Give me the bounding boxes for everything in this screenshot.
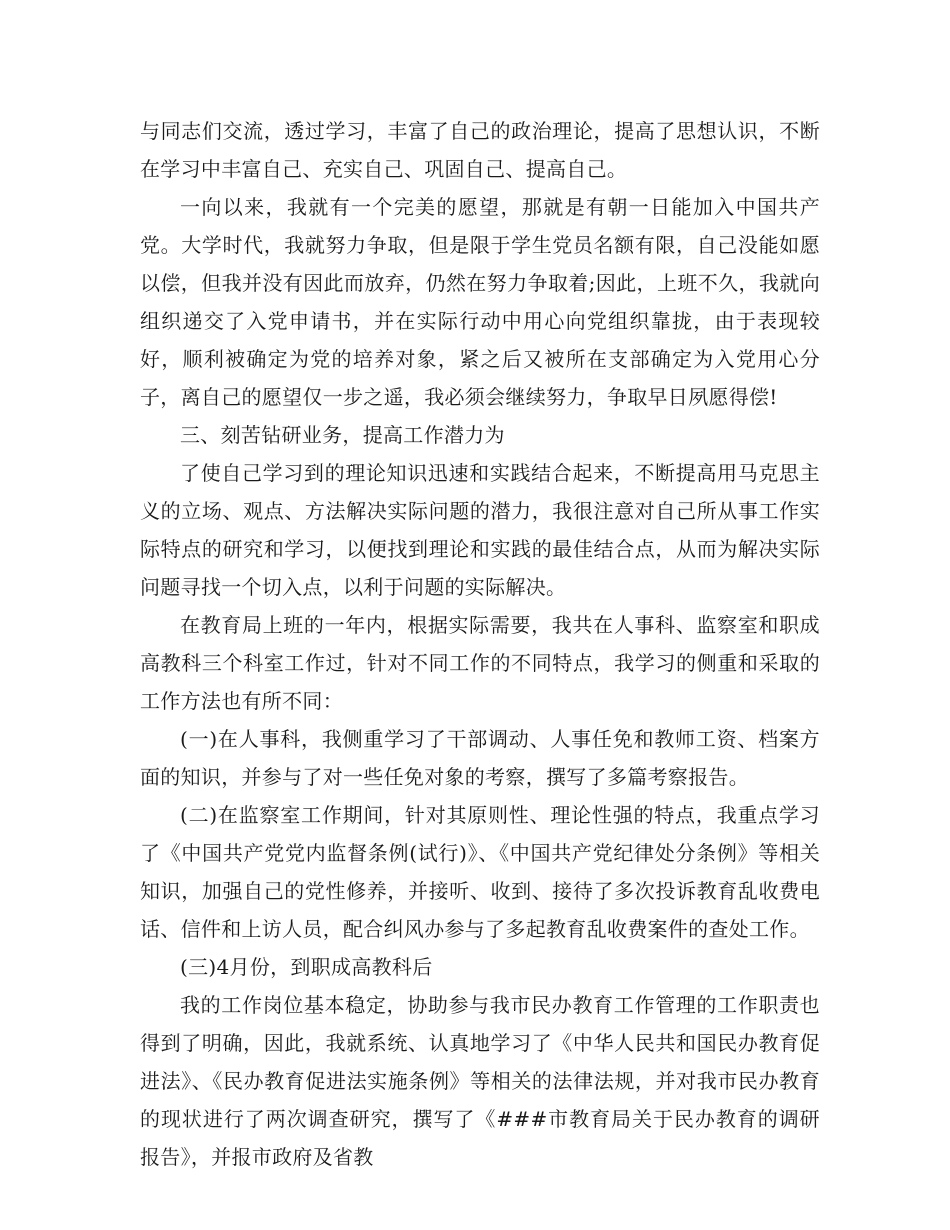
subheading-8: (三)4月份，到职成高教科后 <box>180 955 433 979</box>
paragraph-2: 一向以来，我就有一个完美的愿望，那就是有朝一日能加入中国共产党。大学时代，我就努力争取，但是限于学生党员名额有限，自己没能如愿以偿，但我并没有因此而放弃，仍然在努力争取着;因此，上班不久，我就向组织递交了入党申请书，并在实际行动中用心向党组织靠拢，由于表现较好，顺利被确定为党的培养对象，紧之后又被所在支部确定为入党用心分子，离自己的愿望仅一步之遥，我必须会继续努力，争取早日夙愿得偿! <box>140 195 820 409</box>
document-body <box>140 112 820 1176</box>
paragraph-7: (二)在监察室工作期间，针对其原则性、理论性强的特点，我重点学习了《中国共产党党内监督条例(试行)》、《中国共产党纪律处分条例》等相关知识，加强自己的党性修养，并接听、收到、接待了多次投诉教育乱收费电话、信件和上访人员，配合纠风办参与了多起教育乱收费案件的查处工作。 <box>140 803 820 941</box>
paragraph-9: 我的工作岗位基本稳定，协助参与我市民办教育工作管理的工作职责也得到了明确，因此，我就系统、认真地学习了《中华人民共和国民办教育促进法》、《民办教育促进法实施条例》等相关的法律法规，并对我市民办教育的现状进行了两次调查研究，撰写了《###市教育局关于民办教育的调研报告》，并报市政府及省教 <box>140 993 820 1169</box>
section-heading-3: 三、刻苦钻研业务，提高工作潜力为 <box>180 423 505 447</box>
paragraph-4: 了使自己学习到的理论知识迅速和实践结合起来，不断提高用马克思主义的立场、观点、方法解决实际问题的潜力，我很注意对自己所从事工作实际特点的研究和学习，以便找到理论和实践的最佳结合点，从而为解决实际问题寻找一个切入点，以利于问题的实际解决。 <box>140 461 820 599</box>
paragraph-1: 与同志们交流，透过学习，丰富了自己的政治理论，提高了思想认识，不断在学习中丰富自己、充实自己、巩固自己、提高自己。 <box>140 119 820 181</box>
paragraph-5: 在教育局上班的一年内，根据实际需要，我共在人事科、监察室和职成高教科三个科室工作过，针对不同工作的不同特点，我学习的侧重和采取的工作方法也有所不同： <box>140 613 820 713</box>
paragraph-6: (一)在人事科，我侧重学习了干部调动、人事任免和教师工资、档案方面的知识，并参与了对一些任免对象的考察，撰写了多篇考察报告。 <box>140 727 820 789</box>
